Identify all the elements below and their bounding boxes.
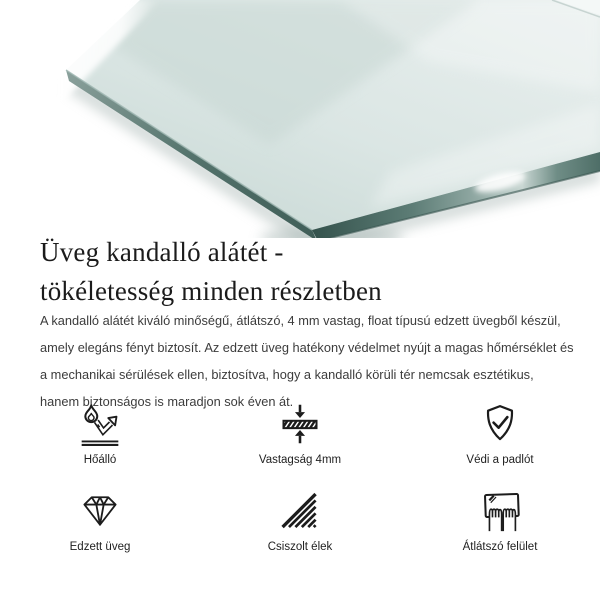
- shield-check-icon: [478, 402, 522, 446]
- feature-tempered-glass: [0, 489, 200, 553]
- page-title-line1: Üveg kandalló alátét -: [40, 237, 284, 267]
- feature-grid: [0, 402, 600, 553]
- feature-label: Átlátszó felület: [462, 541, 538, 553]
- feature-label: Csiszolt élek: [267, 541, 333, 553]
- transparent-surface-hands-icon: [478, 489, 522, 533]
- tempered-glass-diamond-icon: [78, 489, 122, 533]
- feature-label: Védi a padlót: [466, 454, 534, 466]
- feature-polished-edges: [200, 489, 400, 553]
- feature-label: Hőálló: [83, 454, 117, 466]
- page-title: [40, 233, 580, 311]
- feature-label: Vastagság 4mm: [258, 454, 342, 466]
- feature-thickness: [200, 402, 400, 466]
- polished-edges-icon: [278, 489, 322, 533]
- product-description: A kandalló alátét kiváló minőségű, átlátszó, 4 mm vastag, float típusú edzett üvegből készül, amely elegáns fényt biztosít. Az edzett üveg hatékony védelmet nyújt a magas hőmérséklet és a mechanikai sérülések ellen, biztosítva, hogy a kandalló körüli tér nemcsak esztétikus, hanem biztonságos is maradjon sok éven át.: [40, 313, 574, 409]
- heat-resistant-icon: [78, 402, 122, 446]
- feature-heat-resistant: [0, 402, 200, 466]
- feature-transparent-surface: [400, 489, 600, 553]
- feature-label: Edzett üveg: [69, 541, 131, 553]
- page-title-line2: tökéletesség minden részletben: [40, 276, 382, 306]
- feature-floor-protection: [400, 402, 600, 466]
- thickness-4mm-icon: [278, 402, 322, 446]
- glass-sheet-photo: [0, 0, 600, 238]
